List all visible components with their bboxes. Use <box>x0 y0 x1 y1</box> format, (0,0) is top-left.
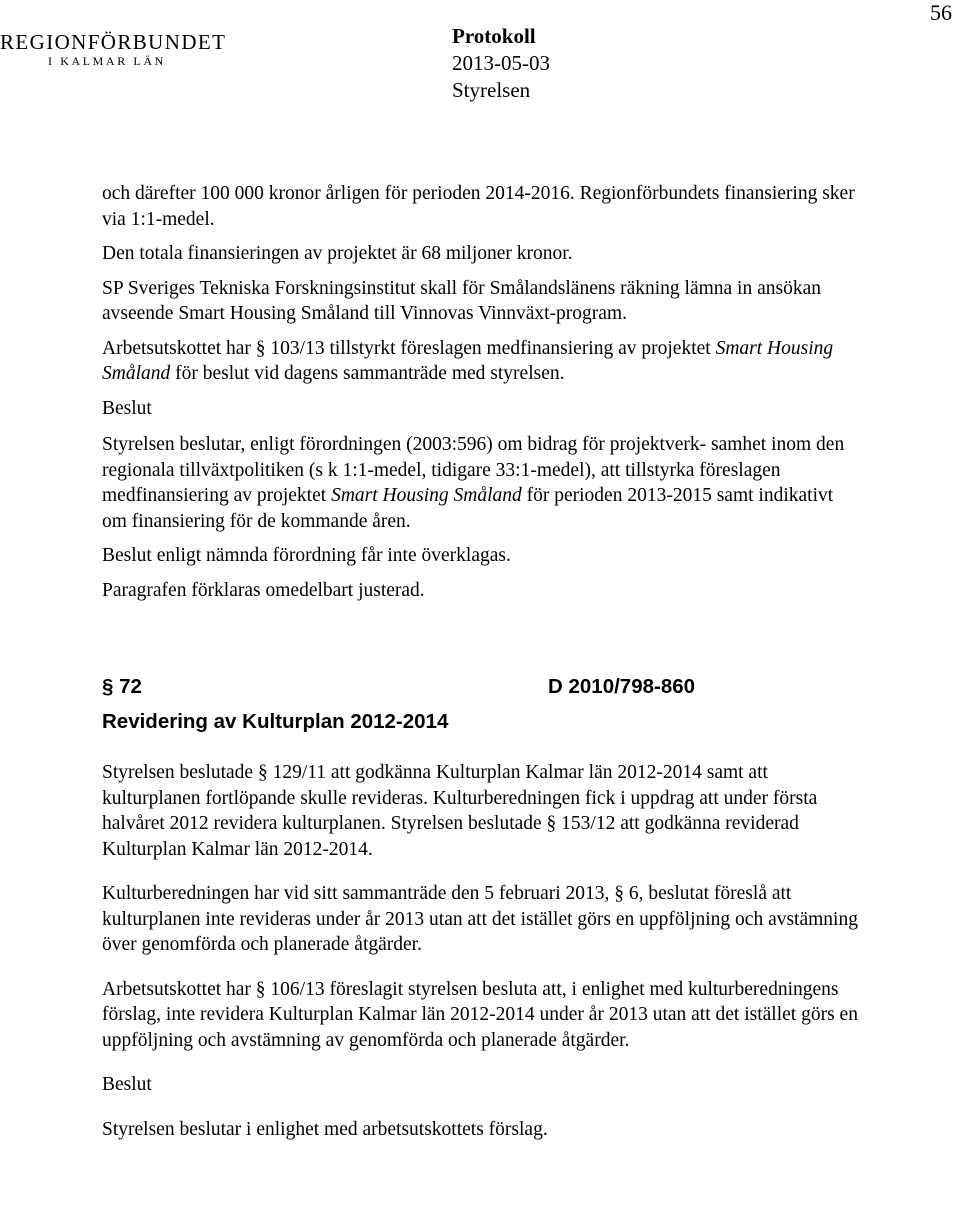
document-content <box>102 181 862 1142</box>
project-name: Smart Housing Småland <box>331 485 522 506</box>
paragraph: Kulturberedningen har vid sitt sammanträde den 5 februari 2013, § 6, beslutat föreslå att kulturplanen inte revideras under år 2013 utan att det istället görs en uppföljning och avstämning över genomförda och planerade åtgärder. <box>102 883 858 955</box>
text-run: Arbetsutskottet har § 103/13 tillstyrkt föreslagen medfinansiering av projektet <box>102 337 716 359</box>
document-body: Styrelsen <box>452 78 531 102</box>
decision-paragraph <box>102 432 862 534</box>
section-title: Revidering av Kulturplan 2012-2014 <box>102 710 449 733</box>
case-reference: D 2010/798-860 <box>548 675 696 698</box>
logo-org-subtitle: I KALMAR LÄN <box>48 54 166 68</box>
decision-heading: Beslut <box>102 1074 152 1095</box>
paragraph: Beslut enligt nämnda förordning får inte överklagas. <box>102 545 511 566</box>
text-run: för beslut vid dagens sammanträde med styrelsen. <box>170 363 565 384</box>
document-type: Protokoll <box>452 24 536 48</box>
text-run: Styrelsen beslutar, enligt förordningen (2003:596) om bidrag för projektverk- samhet inom den regionala tillväxtpolitiken (s k 1:1-medel, tidigare 33:1-medel), att tillstyrka föreslagen medfinansiering av projektet <box>102 434 845 506</box>
page-number: 56 <box>930 0 952 25</box>
paragraph: Styrelsen beslutade § 129/11 att godkänna Kulturplan Kalmar län 2012-2014 samt att kulturplanen fortlöpande skulle revideras. Kulturberedningen fick i uppdrag att under första halvåret 2012 revidera kulturplanen. Styrelsen beslutade § 153/12 att godkänna reviderad Kulturplan Kalmar län 2012-2014. <box>102 762 818 860</box>
decision-paragraph: Styrelsen beslutar i enlighet med arbetsutskottets förslag. <box>102 1118 548 1140</box>
project-name: Smart Housing Småland <box>102 337 834 384</box>
paragraph: och därefter 100 000 kronor årligen för perioden 2014-2016. Regionförbundets finansiering sker via 1:1-medel. <box>102 183 855 230</box>
document-date: 2013-05-03 <box>452 51 550 75</box>
paragraph: SP Sveriges Tekniska Forskningsinstitut skall för Smålandslänens räkning lämna in ansökan avseende Smart Housing Småland till Vinnovas Vinnväxt-program. <box>102 277 821 324</box>
document-header <box>452 23 550 104</box>
section-number: § 72 <box>102 675 142 698</box>
logo-org-name: REGIONFÖRBUNDET <box>0 30 227 54</box>
decision-heading: Beslut <box>102 397 152 419</box>
section-header <box>102 670 862 708</box>
paragraph: Den totala finansieringen av projektet är 68 miljoner kronor. <box>102 243 573 264</box>
text-run: för perioden 2013-2015 samt indikativt om finansiering för de kommande åren. <box>102 485 834 532</box>
paragraph: Paragrafen förklaras omedelbart justerad. <box>102 579 425 601</box>
paragraph: Arbetsutskottet har § 106/13 föreslagit styrelsen besluta att, i enlighet med kulturberedningens förslag, inte revidera Kulturplan Kalmar län 2012-2014 under år 2013 utan att det istället görs en uppföljning och avstämning av genomförda och planerade åtgärder. <box>102 978 858 1051</box>
organization-logo <box>0 30 240 68</box>
paragraph <box>102 336 862 387</box>
